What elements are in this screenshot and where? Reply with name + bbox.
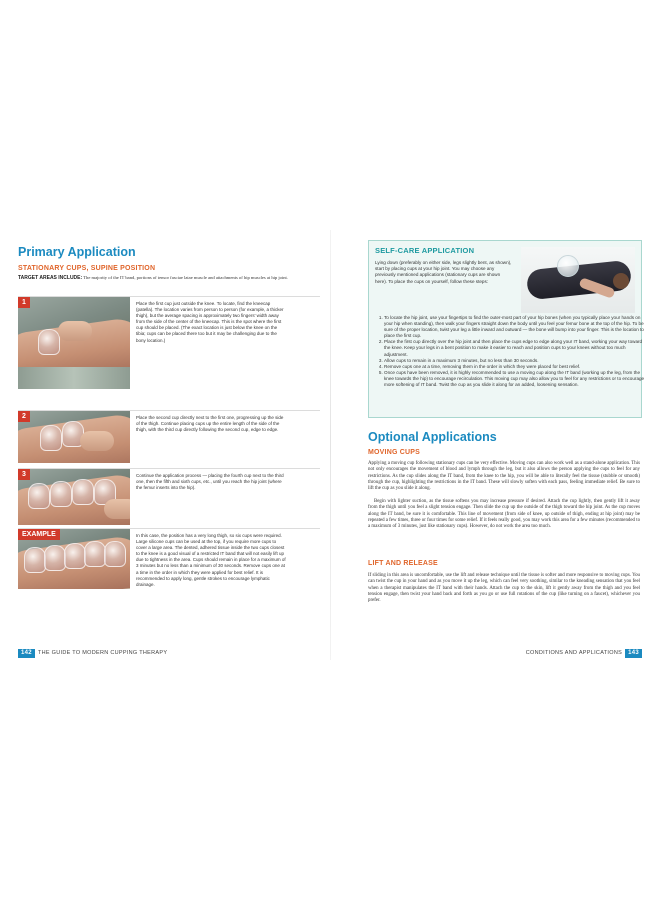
step-2-text: Place the second cup directly next to the first one, progressing up the side of the thigh. Continue placing cups up the entire length of the side of the thigh, with the third cup directly following the second cup, edge to edge. <box>136 415 284 433</box>
example-text: In this case, the position has a very long thigh, so six cups were required. Large silicone cups can be used at the top, if you require more cups to cover a large area. The dented, adhered tissue inside the two cups closest to the knee is a good visual of a restricted IT band that will not easily lift up due to tightness in the area. Cups should remain in place for a maximum of 3 minutes but no less than a minimum of 30 seconds. Remove cups one at a time in the order in which they were applied for best relief. It is recommended to apply long, gentle strokes to encourage lymphatic drainage. <box>136 533 286 587</box>
step-1-text: Place the first cup just outside the knee. To locate, find the kneecap (patella). The location varies from person to person (for example, a thicker thigh), but the average spacing is approximately two fingers' width away from the side of the center of the kneecap. This is the spot where the first cup should be placed. (The exact location is just below the knee on the tibia; cups can be placed there too but it may be challenging due to the bony location.) <box>136 301 284 343</box>
step-3-text: Continue the application process — placing the fourth cup next to the third one, then the fifth and sixth cups, etc., until you reach the hip joint (where the femur inserts into the hip). <box>136 473 284 491</box>
running-title: CONDITIONS AND APPLICATIONS <box>525 650 623 656</box>
moving-cups-paragraph-2: Begin with lighter suction, as the tissue softens you may increase pressure if desired. Attach the cup lightly, then gently lift it away from the thigh until you feel a slight tension engage. Then slide the cup up the outside of the thigh toward the hip joint. As the cup moves along the IT band, be sure it is comfortable. This line of movement (from side of knee, up outside of thigh, ending at hip joint) may be repeated a few times, three or four times for some relief. If it feels really good, you may work this area for a few minutes (recommended to a maximum of 3 minutes, just like stationary cups). However, do not work the area too much. <box>368 499 641 530</box>
example-badge: EXAMPLE <box>18 529 60 540</box>
list-item: 3. Allow cups to remain in a maximum 3 minutes, but no less than 30 seconds. <box>384 358 646 364</box>
cup-icon <box>84 541 106 567</box>
target-areas-text: The majority of the IT band, portions of tensor fasciae latae muscle and attachments of hip muscles at hip joint. <box>83 275 288 280</box>
step-2 <box>18 410 320 467</box>
lift-and-release-title: LIFT AND RELEASE <box>368 560 438 567</box>
optional-applications-title: Optional Applications <box>368 430 497 444</box>
target-areas-label: TARGET AREAS INCLUDE: <box>18 275 83 281</box>
cup-icon <box>44 545 66 571</box>
left-footer <box>18 649 167 658</box>
running-title: THE GUIDE TO MODERN CUPPING THERAPY <box>37 650 168 656</box>
cup-icon <box>28 483 50 509</box>
left-page <box>18 245 320 281</box>
step-example <box>18 528 320 641</box>
page-gutter <box>330 230 331 660</box>
step-badge: 3 <box>18 469 30 480</box>
list-item: 2. Place the first cup directly over the hip joint and then place the cups edge to edge along your IT band, working your way toward the knee. Keep your legs in a bent position to make it easier to reach and position cups to your knees without too much adjustment. <box>384 339 646 357</box>
moving-cups-title: MOVING CUPS <box>368 449 420 456</box>
cup-icon <box>72 479 94 505</box>
list-item: 5. Once cups have been removed, it is highly recommended to use a moving cup along the IT band (working up the leg, from the knee towards the hip) to encourage recirculation. This moving cup may also allow you to feel for any restrictions or to encourage more softening of IT band. Twist the cup as you slide it along for an added, loosening sensation. <box>384 370 646 388</box>
hand-icon <box>104 499 130 519</box>
step-3-photo <box>18 469 130 525</box>
self-care-photo <box>521 247 635 313</box>
cup-icon <box>104 541 126 567</box>
cup-icon <box>38 329 60 355</box>
self-care-box <box>368 240 645 418</box>
moving-cups-paragraph-1: Applying a moving cup following stationary cups can be very effective. Moving cups can also work well as a stand-alone application. This not only encourages the movement of blood and lymph through the leg, but it also allows the person applying the cups to feel for any restrictions. As the cup slides along the IT band, from the knee to the hip, you will be able to literally feel the tissue (stubble or smooth) through the cup, highlighting the restrictions in the IT band. These will slowly soften with each pass, feeling immediate relief. Be sure to lift the cup as you slide it along. <box>368 461 640 492</box>
list-item: 1. To locate the hip joint, use your fingertips to find the outer-most part of your hip bones (when you typically place your hands on your hip when standing), then walk your fingers straight down the body until you feel your femur bone at the top of the hip. To be sure of the proper location, twist your leg a little inward and outward — the bone will bump into your finger. This is the location to place the first cup. <box>384 315 646 339</box>
step-badge: 2 <box>18 411 30 422</box>
hand-icon <box>80 431 114 451</box>
cup-icon <box>40 425 62 451</box>
step-2-photo <box>18 411 130 463</box>
right-footer <box>526 649 642 658</box>
step-1 <box>18 296 320 407</box>
hand-icon <box>58 321 92 341</box>
list-item: 4. Remove cups one at a time, removing them in the order in which they were placed for best relief. <box>384 364 646 370</box>
cup-icon <box>24 547 46 573</box>
target-areas <box>18 275 288 281</box>
cup-icon <box>50 481 72 507</box>
step-badge: 1 <box>18 297 30 308</box>
cup-icon <box>64 543 86 569</box>
self-care-intro: Lying down (preferably on either side, legs slightly bent, as shown), start by placing cups at your hip joint. You may choose any previously mentioned applications (stationary cups are shown here). To place the cups on yourself, follow these steps: <box>375 260 512 284</box>
page-number: 143 <box>625 649 642 658</box>
step-3 <box>18 468 320 527</box>
stationary-cups-subtitle: STATIONARY CUPS, SUPINE POSITION <box>18 265 156 272</box>
cup-icon <box>557 255 579 277</box>
lift-and-release-paragraph: If sliding in this area is uncomfortable, use the lift and release technique until the tissue is softer and more responsive to moving cups. You can twist the cup in your hand and as you move it up the leg, which can feel very soothing, similar to the kneading sensation that you feel when a therapist manipulates the IT band with their hands. Attach the cup to the skin, lift it gently away from the thigh and you feel tension engage, then twist your hand back and forth as you go or use full rotations of the cup (like turning on a faucet), whichever you prefer. <box>368 573 640 604</box>
self-care-title: SELF-CARE APPLICATION <box>375 246 475 255</box>
primary-application-title: Primary Application <box>18 245 136 259</box>
step-1-photo <box>18 297 130 389</box>
self-care-steps <box>375 315 646 388</box>
page-number: 142 <box>18 649 35 658</box>
